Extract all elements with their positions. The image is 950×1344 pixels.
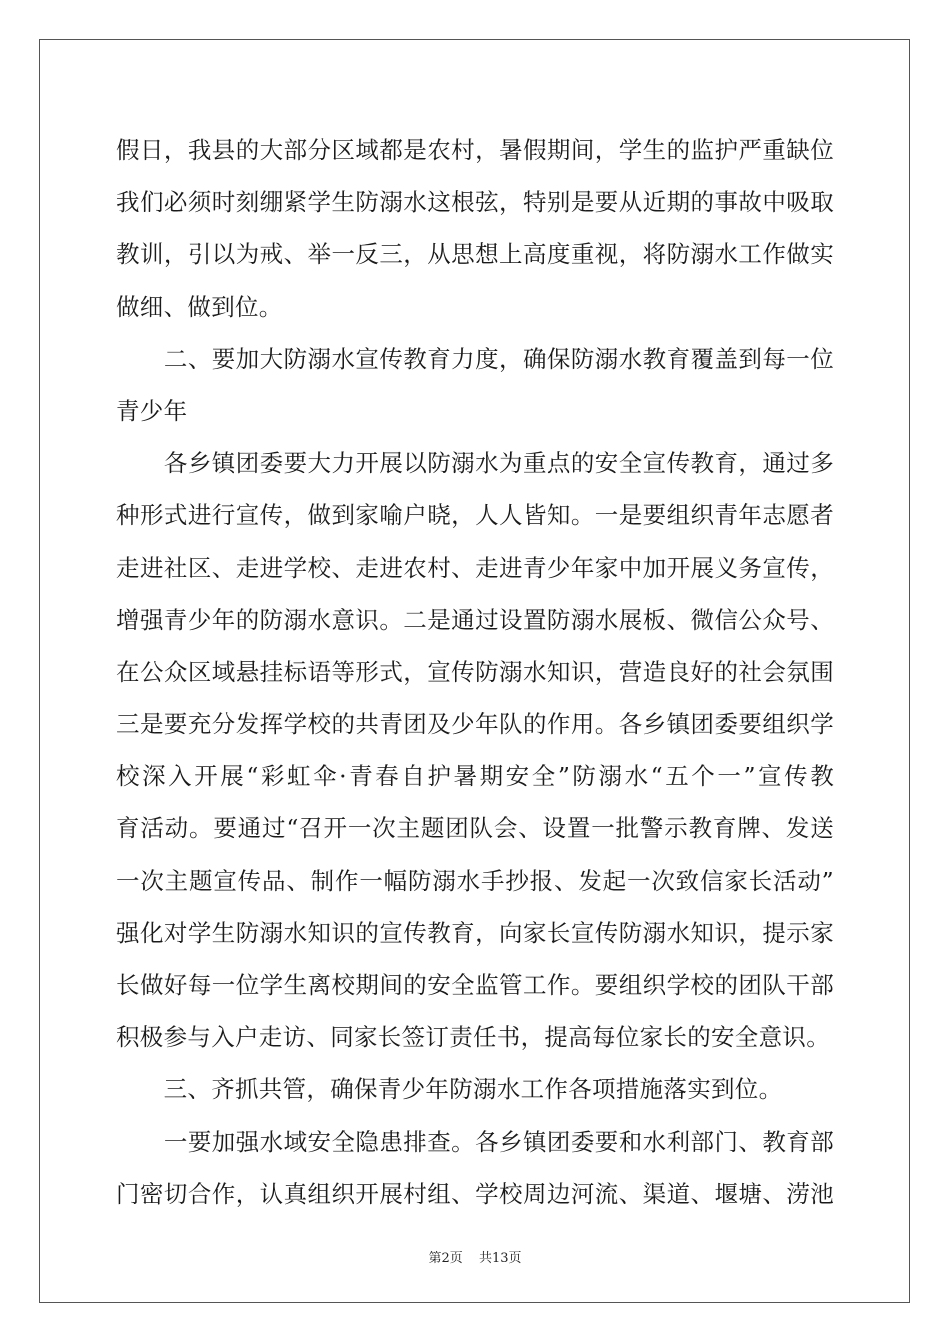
- text-line: 我们必须时刻绷紧学生防溺水这根弦，特别是要从近期的事故中吸取: [116, 188, 834, 217]
- page-total: 共13页: [478, 1251, 522, 1266]
- text-line: 一次主题宣传品、制作一幅防溺水手抄报、发起一次致信家长活动”: [116, 866, 834, 895]
- document-body: [116, 124, 834, 1220]
- text-line: 教训，引以为戒、举一反三，从思想上高度重视，将防溺水工作做实: [116, 240, 834, 269]
- text-line: 育活动。要通过“召开一次主题团队会、设置一批警示教育牌、发送: [116, 814, 834, 843]
- text-line: 一要加强水域安全隐患排查。各乡镇团委要和水利部门、教育部: [116, 1127, 834, 1156]
- text-line: 增强青少年的防溺水意识。二是通过设置防溺水展板、微信公众号、: [116, 605, 834, 634]
- section-heading: 三、齐抓共管，确保青少年防溺水工作各项措施落实到位。: [116, 1075, 783, 1104]
- text-line: 各乡镇团委要大力开展以防溺水为重点的安全宣传教育，通过多: [116, 449, 834, 478]
- text-line: 做细、做到位。: [116, 292, 283, 321]
- text-line: 走进社区、走进学校、走进农村、走进青少年家中加开展义务宣传，: [116, 553, 834, 582]
- text-line: 长做好每一位学生离校期间的安全监管工作。要组织学校的团队干部: [116, 971, 834, 999]
- text-line: 三是要充分发挥学校的共青团及少年队的作用。各乡镇团委要组织学: [116, 710, 834, 739]
- text-line: 校深入开展“彩虹伞·青春自护暑期安全”防溺水“五个一”宣传教: [116, 762, 834, 791]
- text-line: 在公众区域悬挂标语等形式，宣传防溺水知识，营造良好的社会氛围: [116, 657, 834, 686]
- section-heading: 二、要加大防溺水宣传教育力度，确保防溺水教育覆盖到每一位: [116, 344, 834, 373]
- text-line: 门密切合作，认真组织开展村组、学校周边河流、渠道、堰塘、涝池: [116, 1179, 834, 1208]
- page-footer: [0, 1247, 950, 1266]
- page-number: 第2页: [428, 1251, 463, 1266]
- text-line: 种形式进行宣传，做到家喻户晓，人人皆知。一是要组织青年志愿者: [116, 501, 834, 530]
- text-line: 假日，我县的大部分区域都是农村，暑假期间，学生的监护严重缺位: [116, 136, 834, 164]
- text-line: 积极参与入户走访、同家长签订责任书，提高每位家长的安全意识。: [116, 1023, 830, 1052]
- section-heading: 青少年: [116, 396, 188, 425]
- text-line: 强化对学生防溺水知识的宣传教育，向家长宣传防溺水知识，提示家: [116, 918, 834, 947]
